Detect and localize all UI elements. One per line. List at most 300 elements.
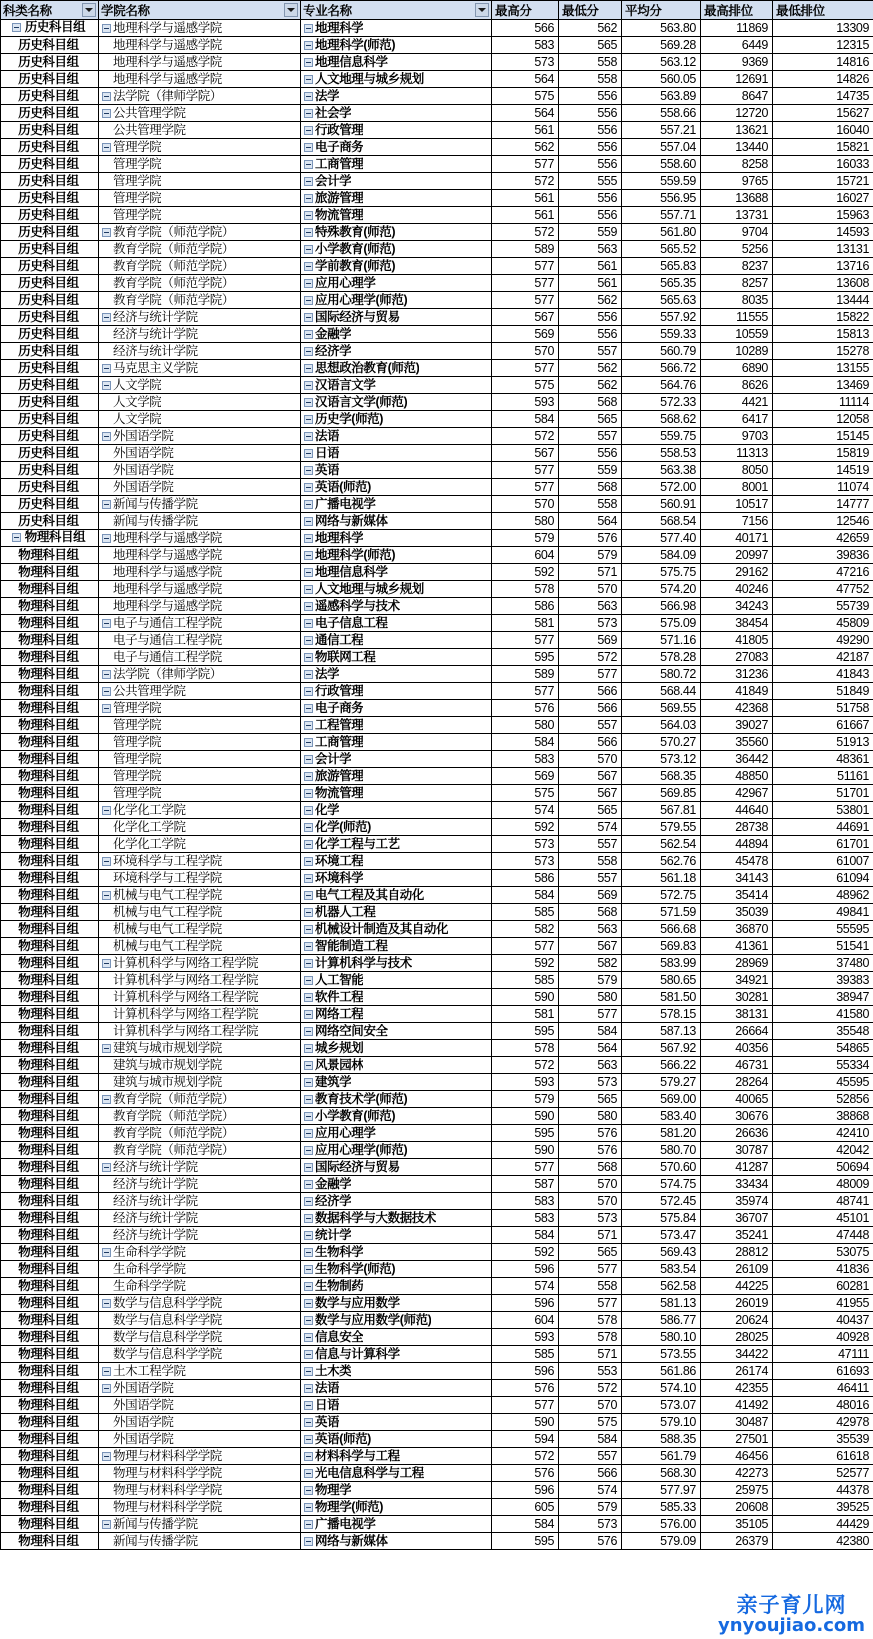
collapse-minus-icon[interactable] bbox=[102, 704, 111, 713]
collapse-minus-icon[interactable] bbox=[304, 1078, 313, 1087]
collapse-minus-icon[interactable] bbox=[102, 857, 111, 866]
collapse-minus-icon[interactable] bbox=[304, 1316, 313, 1325]
cell-xueyuan[interactable] bbox=[99, 360, 301, 377]
cell-zhuanye[interactable] bbox=[301, 513, 492, 530]
collapse-minus-icon[interactable] bbox=[304, 500, 313, 509]
cell-xueyuan[interactable] bbox=[99, 1023, 301, 1040]
collapse-minus-icon[interactable] bbox=[304, 1129, 313, 1138]
collapse-minus-icon[interactable] bbox=[304, 874, 313, 883]
cell-xueyuan[interactable] bbox=[99, 1057, 301, 1074]
cell-xueyuan[interactable] bbox=[99, 819, 301, 836]
cell-xueyuan[interactable] bbox=[99, 581, 301, 598]
cell-zhuanye[interactable] bbox=[301, 938, 492, 955]
cell-kelei[interactable] bbox=[1, 139, 99, 156]
collapse-minus-icon[interactable] bbox=[304, 721, 313, 730]
collapse-minus-icon[interactable] bbox=[304, 1418, 313, 1427]
collapse-minus-icon[interactable] bbox=[304, 1163, 313, 1172]
table-row[interactable] bbox=[1, 105, 873, 122]
cell-xueyuan[interactable] bbox=[99, 326, 301, 343]
cell-xueyuan[interactable] bbox=[99, 224, 301, 241]
collapse-minus-icon[interactable] bbox=[102, 143, 111, 152]
collapse-minus-icon[interactable] bbox=[304, 1231, 313, 1240]
cell-xueyuan[interactable] bbox=[99, 445, 301, 462]
collapse-minus-icon[interactable] bbox=[304, 738, 313, 747]
cell-zhuanye[interactable] bbox=[301, 683, 492, 700]
table-row[interactable] bbox=[1, 1533, 873, 1550]
cell-xueyuan[interactable] bbox=[99, 547, 301, 564]
cell-zhuanye[interactable] bbox=[301, 1278, 492, 1295]
table-row[interactable] bbox=[1, 768, 873, 785]
table-row[interactable] bbox=[1, 683, 873, 700]
table-row[interactable] bbox=[1, 785, 873, 802]
cell-kelei[interactable] bbox=[1, 615, 99, 632]
table-row[interactable] bbox=[1, 1295, 873, 1312]
cell-xueyuan[interactable] bbox=[99, 513, 301, 530]
table-row[interactable] bbox=[1, 479, 873, 496]
cell-kelei[interactable] bbox=[1, 343, 99, 360]
cell-kelei[interactable] bbox=[1, 547, 99, 564]
column-header-min-rank[interactable]: 最低排位 bbox=[773, 1, 873, 20]
collapse-minus-icon[interactable] bbox=[304, 1180, 313, 1189]
table-row[interactable] bbox=[1, 1261, 873, 1278]
cell-xueyuan[interactable] bbox=[99, 105, 301, 122]
collapse-minus-icon[interactable] bbox=[304, 1027, 313, 1036]
collapse-minus-icon[interactable] bbox=[304, 211, 313, 220]
collapse-minus-icon[interactable] bbox=[102, 364, 111, 373]
collapse-minus-icon[interactable] bbox=[304, 704, 313, 713]
collapse-minus-icon[interactable] bbox=[304, 1452, 313, 1461]
cell-zhuanye[interactable] bbox=[301, 955, 492, 972]
cell-xueyuan[interactable] bbox=[99, 496, 301, 513]
cell-kelei[interactable] bbox=[1, 1295, 99, 1312]
collapse-minus-icon[interactable] bbox=[304, 1469, 313, 1478]
cell-kelei[interactable] bbox=[1, 1363, 99, 1380]
cell-zhuanye[interactable] bbox=[301, 904, 492, 921]
cell-xueyuan[interactable] bbox=[99, 479, 301, 496]
table-row[interactable] bbox=[1, 1516, 873, 1533]
cell-xueyuan[interactable] bbox=[99, 683, 301, 700]
collapse-minus-icon[interactable] bbox=[12, 23, 21, 32]
table-row[interactable] bbox=[1, 1312, 873, 1329]
collapse-minus-icon[interactable] bbox=[102, 891, 111, 900]
collapse-minus-icon[interactable] bbox=[304, 1010, 313, 1019]
cell-zhuanye[interactable] bbox=[301, 20, 492, 37]
cell-xueyuan[interactable] bbox=[99, 1363, 301, 1380]
cell-kelei[interactable] bbox=[1, 1465, 99, 1482]
cell-zhuanye[interactable] bbox=[301, 972, 492, 989]
collapse-minus-icon[interactable] bbox=[304, 1095, 313, 1104]
cell-xueyuan[interactable] bbox=[99, 394, 301, 411]
cell-xueyuan[interactable] bbox=[99, 1329, 301, 1346]
cell-zhuanye[interactable] bbox=[301, 1397, 492, 1414]
table-row[interactable] bbox=[1, 1380, 873, 1397]
table-row[interactable] bbox=[1, 428, 873, 445]
cell-zhuanye[interactable] bbox=[301, 105, 492, 122]
cell-xueyuan[interactable] bbox=[99, 904, 301, 921]
cell-zhuanye[interactable] bbox=[301, 1414, 492, 1431]
cell-xueyuan[interactable] bbox=[99, 972, 301, 989]
table-row[interactable] bbox=[1, 20, 873, 37]
cell-xueyuan[interactable] bbox=[99, 190, 301, 207]
cell-xueyuan[interactable] bbox=[99, 1380, 301, 1397]
table-row[interactable] bbox=[1, 904, 873, 921]
collapse-minus-icon[interactable] bbox=[304, 245, 313, 254]
table-row[interactable] bbox=[1, 1006, 873, 1023]
cell-kelei[interactable] bbox=[1, 1040, 99, 1057]
cell-xueyuan[interactable] bbox=[99, 989, 301, 1006]
collapse-minus-icon[interactable] bbox=[304, 449, 313, 458]
table-row[interactable] bbox=[1, 598, 873, 615]
cell-xueyuan[interactable] bbox=[99, 751, 301, 768]
table-row[interactable] bbox=[1, 717, 873, 734]
cell-kelei[interactable] bbox=[1, 1329, 99, 1346]
table-row[interactable] bbox=[1, 1278, 873, 1295]
collapse-minus-icon[interactable] bbox=[102, 687, 111, 696]
cell-kelei[interactable] bbox=[1, 581, 99, 598]
collapse-minus-icon[interactable] bbox=[102, 24, 111, 33]
cell-kelei[interactable] bbox=[1, 105, 99, 122]
collapse-minus-icon[interactable] bbox=[304, 823, 313, 832]
cell-xueyuan[interactable] bbox=[99, 258, 301, 275]
collapse-minus-icon[interactable] bbox=[304, 925, 313, 934]
cell-zhuanye[interactable] bbox=[301, 1057, 492, 1074]
cell-xueyuan[interactable] bbox=[99, 1295, 301, 1312]
collapse-minus-icon[interactable] bbox=[304, 313, 313, 322]
column-header-kelei[interactable] bbox=[1, 1, 99, 20]
cell-zhuanye[interactable] bbox=[301, 207, 492, 224]
cell-kelei[interactable] bbox=[1, 411, 99, 428]
table-row[interactable] bbox=[1, 1074, 873, 1091]
cell-kelei[interactable] bbox=[1, 1346, 99, 1363]
column-header-max-rank[interactable]: 最高排位 bbox=[701, 1, 773, 20]
collapse-minus-icon[interactable] bbox=[304, 908, 313, 917]
collapse-minus-icon[interactable] bbox=[102, 670, 111, 679]
table-row[interactable] bbox=[1, 1091, 873, 1108]
collapse-minus-icon[interactable] bbox=[304, 517, 313, 526]
cell-kelei[interactable] bbox=[1, 853, 99, 870]
cell-zhuanye[interactable] bbox=[301, 377, 492, 394]
cell-zhuanye[interactable] bbox=[301, 768, 492, 785]
collapse-minus-icon[interactable] bbox=[304, 194, 313, 203]
table-row[interactable] bbox=[1, 853, 873, 870]
cell-zhuanye[interactable] bbox=[301, 1482, 492, 1499]
table-row[interactable] bbox=[1, 1023, 873, 1040]
table-row[interactable] bbox=[1, 887, 873, 904]
cell-kelei[interactable] bbox=[1, 1125, 99, 1142]
collapse-minus-icon[interactable] bbox=[304, 262, 313, 271]
cell-xueyuan[interactable] bbox=[99, 1431, 301, 1448]
cell-xueyuan[interactable] bbox=[99, 275, 301, 292]
table-row[interactable] bbox=[1, 1329, 873, 1346]
table-row[interactable] bbox=[1, 955, 873, 972]
cell-xueyuan[interactable] bbox=[99, 1482, 301, 1499]
collapse-minus-icon[interactable] bbox=[304, 483, 313, 492]
collapse-minus-icon[interactable] bbox=[304, 636, 313, 645]
table-row[interactable] bbox=[1, 190, 873, 207]
cell-zhuanye[interactable] bbox=[301, 139, 492, 156]
collapse-minus-icon[interactable] bbox=[102, 806, 111, 815]
cell-zhuanye[interactable] bbox=[301, 1193, 492, 1210]
cell-xueyuan[interactable] bbox=[99, 139, 301, 156]
table-row[interactable] bbox=[1, 513, 873, 530]
cell-kelei[interactable] bbox=[1, 938, 99, 955]
cell-zhuanye[interactable] bbox=[301, 411, 492, 428]
cell-kelei[interactable] bbox=[1, 1210, 99, 1227]
collapse-minus-icon[interactable] bbox=[304, 75, 313, 84]
collapse-minus-icon[interactable] bbox=[304, 942, 313, 951]
collapse-minus-icon[interactable] bbox=[304, 92, 313, 101]
chevron-down-icon-xueyuan[interactable] bbox=[284, 3, 298, 17]
cell-kelei[interactable] bbox=[1, 1108, 99, 1125]
cell-xueyuan[interactable] bbox=[99, 1074, 301, 1091]
cell-zhuanye[interactable] bbox=[301, 802, 492, 819]
cell-xueyuan[interactable] bbox=[99, 802, 301, 819]
table-row[interactable] bbox=[1, 445, 873, 462]
cell-xueyuan[interactable] bbox=[99, 71, 301, 88]
table-row[interactable] bbox=[1, 122, 873, 139]
cell-zhuanye[interactable] bbox=[301, 666, 492, 683]
table-row[interactable] bbox=[1, 1108, 873, 1125]
cell-xueyuan[interactable] bbox=[99, 122, 301, 139]
cell-zhuanye[interactable] bbox=[301, 1006, 492, 1023]
collapse-minus-icon[interactable] bbox=[304, 58, 313, 67]
table-row[interactable] bbox=[1, 173, 873, 190]
collapse-minus-icon[interactable] bbox=[304, 585, 313, 594]
cell-kelei[interactable] bbox=[1, 71, 99, 88]
cell-zhuanye[interactable] bbox=[301, 241, 492, 258]
collapse-minus-icon[interactable] bbox=[304, 1282, 313, 1291]
cell-kelei[interactable] bbox=[1, 377, 99, 394]
collapse-minus-icon[interactable] bbox=[304, 993, 313, 1002]
cell-kelei[interactable] bbox=[1, 1023, 99, 1040]
table-row[interactable] bbox=[1, 1125, 873, 1142]
cell-kelei[interactable] bbox=[1, 513, 99, 530]
cell-kelei[interactable] bbox=[1, 88, 99, 105]
cell-zhuanye[interactable] bbox=[301, 1023, 492, 1040]
cell-xueyuan[interactable] bbox=[99, 1210, 301, 1227]
collapse-minus-icon[interactable] bbox=[304, 619, 313, 628]
cell-kelei[interactable] bbox=[1, 326, 99, 343]
cell-xueyuan[interactable] bbox=[99, 1193, 301, 1210]
collapse-minus-icon[interactable] bbox=[304, 415, 313, 424]
cell-zhuanye[interactable] bbox=[301, 1108, 492, 1125]
cell-kelei[interactable] bbox=[1, 904, 99, 921]
cell-xueyuan[interactable] bbox=[99, 1414, 301, 1431]
table-row[interactable] bbox=[1, 1414, 873, 1431]
table-row[interactable] bbox=[1, 411, 873, 428]
collapse-minus-icon[interactable] bbox=[304, 1146, 313, 1155]
cell-kelei[interactable] bbox=[1, 394, 99, 411]
cell-kelei[interactable] bbox=[1, 258, 99, 275]
cell-zhuanye[interactable] bbox=[301, 292, 492, 309]
table-row[interactable] bbox=[1, 54, 873, 71]
cell-xueyuan[interactable] bbox=[99, 54, 301, 71]
cell-xueyuan[interactable] bbox=[99, 377, 301, 394]
cell-xueyuan[interactable] bbox=[99, 1346, 301, 1363]
table-row[interactable] bbox=[1, 360, 873, 377]
collapse-minus-icon[interactable] bbox=[102, 1384, 111, 1393]
cell-zhuanye[interactable] bbox=[301, 1227, 492, 1244]
cell-xueyuan[interactable] bbox=[99, 309, 301, 326]
cell-kelei[interactable] bbox=[1, 1159, 99, 1176]
cell-zhuanye[interactable] bbox=[301, 1261, 492, 1278]
cell-kelei[interactable] bbox=[1, 479, 99, 496]
cell-xueyuan[interactable] bbox=[99, 428, 301, 445]
table-row[interactable] bbox=[1, 751, 873, 768]
collapse-minus-icon[interactable] bbox=[304, 1214, 313, 1223]
cell-xueyuan[interactable] bbox=[99, 1516, 301, 1533]
table-row[interactable] bbox=[1, 309, 873, 326]
table-row[interactable] bbox=[1, 836, 873, 853]
cell-xueyuan[interactable] bbox=[99, 1159, 301, 1176]
cell-zhuanye[interactable] bbox=[301, 37, 492, 54]
cell-kelei[interactable] bbox=[1, 1448, 99, 1465]
cell-zhuanye[interactable] bbox=[301, 428, 492, 445]
cell-kelei[interactable] bbox=[1, 649, 99, 666]
cell-xueyuan[interactable] bbox=[99, 564, 301, 581]
collapse-minus-icon[interactable] bbox=[304, 568, 313, 577]
collapse-minus-icon[interactable] bbox=[304, 1350, 313, 1359]
table-row[interactable] bbox=[1, 1057, 873, 1074]
column-header-xueyuan[interactable] bbox=[99, 1, 301, 20]
table-row[interactable] bbox=[1, 870, 873, 887]
cell-xueyuan[interactable] bbox=[99, 836, 301, 853]
cell-zhuanye[interactable] bbox=[301, 156, 492, 173]
cell-kelei[interactable] bbox=[1, 122, 99, 139]
collapse-minus-icon[interactable] bbox=[102, 228, 111, 237]
collapse-minus-icon[interactable] bbox=[304, 126, 313, 135]
cell-kelei[interactable] bbox=[1, 870, 99, 887]
collapse-minus-icon[interactable] bbox=[304, 228, 313, 237]
table-row[interactable] bbox=[1, 1499, 873, 1516]
table-row[interactable] bbox=[1, 1363, 873, 1380]
cell-kelei[interactable] bbox=[1, 37, 99, 54]
cell-xueyuan[interactable] bbox=[99, 666, 301, 683]
cell-kelei[interactable] bbox=[1, 1431, 99, 1448]
collapse-minus-icon[interactable] bbox=[304, 653, 313, 662]
cell-xueyuan[interactable] bbox=[99, 1499, 301, 1516]
chevron-down-icon-zhuanye[interactable] bbox=[475, 3, 489, 17]
cell-kelei[interactable] bbox=[1, 1533, 99, 1550]
cell-kelei[interactable] bbox=[1, 1414, 99, 1431]
cell-xueyuan[interactable] bbox=[99, 938, 301, 955]
cell-zhuanye[interactable] bbox=[301, 564, 492, 581]
table-row[interactable] bbox=[1, 156, 873, 173]
table-row[interactable] bbox=[1, 1142, 873, 1159]
table-row[interactable] bbox=[1, 530, 873, 547]
collapse-minus-icon[interactable] bbox=[304, 806, 313, 815]
cell-xueyuan[interactable] bbox=[99, 768, 301, 785]
cell-xueyuan[interactable] bbox=[99, 1108, 301, 1125]
cell-zhuanye[interactable] bbox=[301, 122, 492, 139]
collapse-minus-icon[interactable] bbox=[102, 1248, 111, 1257]
cell-kelei[interactable] bbox=[1, 241, 99, 258]
cell-zhuanye[interactable] bbox=[301, 1159, 492, 1176]
cell-zhuanye[interactable] bbox=[301, 1312, 492, 1329]
collapse-minus-icon[interactable] bbox=[102, 619, 111, 628]
collapse-minus-icon[interactable] bbox=[304, 296, 313, 305]
collapse-minus-icon[interactable] bbox=[304, 1248, 313, 1257]
table-row[interactable] bbox=[1, 632, 873, 649]
collapse-minus-icon[interactable] bbox=[304, 381, 313, 390]
table-row[interactable] bbox=[1, 547, 873, 564]
cell-zhuanye[interactable] bbox=[301, 1380, 492, 1397]
table-row[interactable] bbox=[1, 666, 873, 683]
cell-xueyuan[interactable] bbox=[99, 411, 301, 428]
table-row[interactable] bbox=[1, 1431, 873, 1448]
cell-zhuanye[interactable] bbox=[301, 1142, 492, 1159]
cell-zhuanye[interactable] bbox=[301, 700, 492, 717]
cell-zhuanye[interactable] bbox=[301, 785, 492, 802]
collapse-minus-icon[interactable] bbox=[304, 551, 313, 560]
cell-kelei[interactable] bbox=[1, 445, 99, 462]
collapse-minus-icon[interactable] bbox=[102, 1044, 111, 1053]
collapse-minus-icon[interactable] bbox=[304, 1061, 313, 1070]
cell-zhuanye[interactable] bbox=[301, 343, 492, 360]
cell-xueyuan[interactable] bbox=[99, 173, 301, 190]
cell-xueyuan[interactable] bbox=[99, 1261, 301, 1278]
cell-kelei[interactable] bbox=[1, 207, 99, 224]
cell-kelei[interactable] bbox=[1, 717, 99, 734]
cell-zhuanye[interactable] bbox=[301, 751, 492, 768]
collapse-minus-icon[interactable] bbox=[102, 1163, 111, 1172]
cell-kelei[interactable] bbox=[1, 819, 99, 836]
cell-zhuanye[interactable] bbox=[301, 1516, 492, 1533]
cell-kelei[interactable] bbox=[1, 1193, 99, 1210]
collapse-minus-icon[interactable] bbox=[304, 891, 313, 900]
cell-kelei[interactable] bbox=[1, 768, 99, 785]
collapse-minus-icon[interactable] bbox=[102, 381, 111, 390]
cell-xueyuan[interactable] bbox=[99, 1091, 301, 1108]
collapse-minus-icon[interactable] bbox=[304, 24, 313, 33]
cell-zhuanye[interactable] bbox=[301, 1074, 492, 1091]
cell-kelei[interactable] bbox=[1, 734, 99, 751]
table-row[interactable] bbox=[1, 819, 873, 836]
cell-kelei[interactable] bbox=[1, 156, 99, 173]
table-row[interactable] bbox=[1, 139, 873, 156]
collapse-minus-icon[interactable] bbox=[304, 177, 313, 186]
table-row[interactable] bbox=[1, 37, 873, 54]
collapse-minus-icon[interactable] bbox=[304, 670, 313, 679]
collapse-minus-icon[interactable] bbox=[102, 500, 111, 509]
cell-kelei[interactable] bbox=[1, 921, 99, 938]
collapse-minus-icon[interactable] bbox=[102, 959, 111, 968]
cell-xueyuan[interactable] bbox=[99, 717, 301, 734]
cell-kelei[interactable] bbox=[1, 496, 99, 513]
cell-zhuanye[interactable] bbox=[301, 853, 492, 870]
cell-xueyuan[interactable] bbox=[99, 207, 301, 224]
cell-xueyuan[interactable] bbox=[99, 1125, 301, 1142]
collapse-minus-icon[interactable] bbox=[304, 432, 313, 441]
cell-xueyuan[interactable] bbox=[99, 649, 301, 666]
cell-zhuanye[interactable] bbox=[301, 1176, 492, 1193]
collapse-minus-icon[interactable] bbox=[304, 1520, 313, 1529]
table-row[interactable] bbox=[1, 700, 873, 717]
cell-kelei[interactable] bbox=[1, 632, 99, 649]
collapse-minus-icon[interactable] bbox=[304, 1367, 313, 1376]
table-row[interactable] bbox=[1, 71, 873, 88]
cell-zhuanye[interactable] bbox=[301, 1329, 492, 1346]
cell-zhuanye[interactable] bbox=[301, 1465, 492, 1482]
collapse-minus-icon[interactable] bbox=[304, 109, 313, 118]
collapse-minus-icon[interactable] bbox=[304, 687, 313, 696]
cell-xueyuan[interactable] bbox=[99, 20, 301, 37]
cell-xueyuan[interactable] bbox=[99, 343, 301, 360]
table-row[interactable] bbox=[1, 88, 873, 105]
collapse-minus-icon[interactable] bbox=[304, 347, 313, 356]
table-row[interactable] bbox=[1, 802, 873, 819]
table-row[interactable] bbox=[1, 326, 873, 343]
